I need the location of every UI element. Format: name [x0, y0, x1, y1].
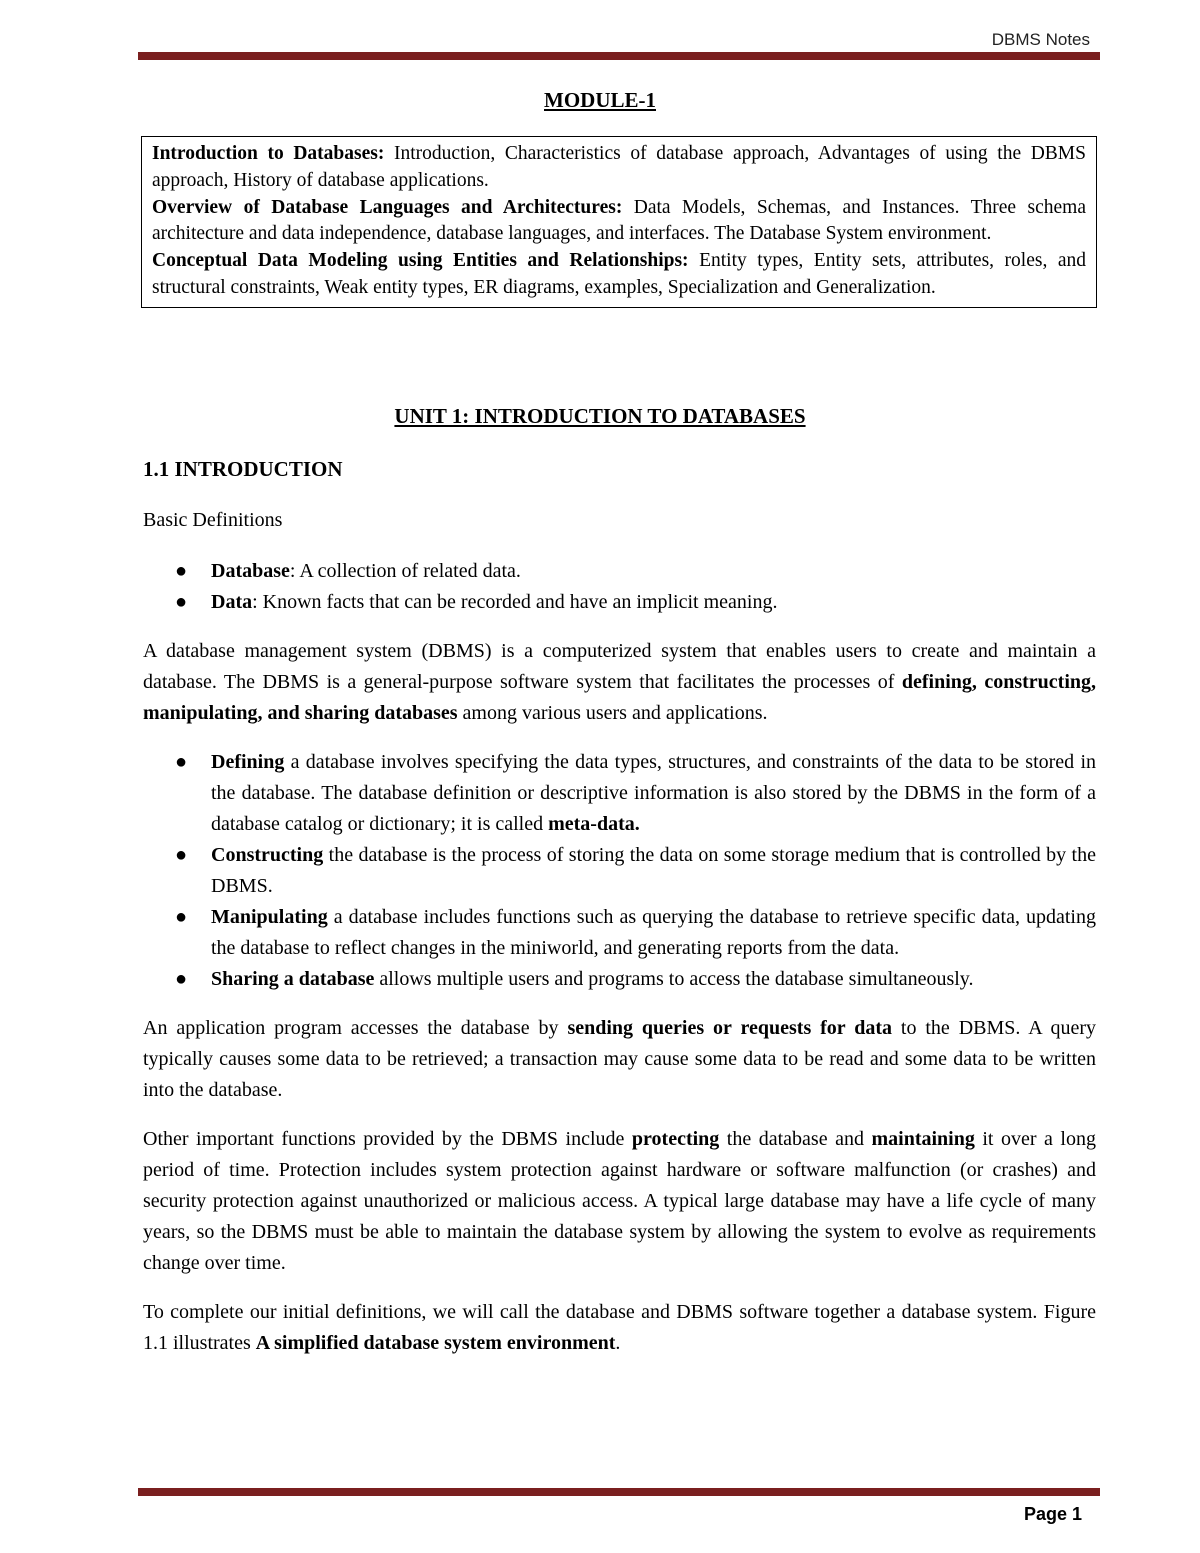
- syllabus-heading: Conceptual Data Modeling using Entities and Relationships:: [152, 250, 689, 272]
- paragraph-text: An application program accesses the database by: [143, 1017, 568, 1039]
- list-item: [175, 964, 1096, 995]
- bullet-icon: ●: [175, 906, 188, 928]
- syllabus-text: Introduction, Characteristics of database approach, Advantages of using the DBMS approach, History of database applications.: [152, 143, 1086, 191]
- syllabus-box: [141, 136, 1097, 308]
- list-item: [175, 840, 1096, 902]
- paragraph-bold: maintaining: [871, 1128, 975, 1150]
- paragraph-dbms: [143, 636, 1096, 729]
- process-text: a database includes functions such as querying the database to retrieve specific data, updating the database to reflect changes in the miniworld, and generating reports from the data.: [211, 906, 1096, 959]
- paragraph-text: the database and: [719, 1128, 872, 1150]
- paragraph-application: [143, 1013, 1096, 1106]
- paragraph-bold: A simplified database system environment: [255, 1332, 616, 1354]
- syllabus-text: Data Models, Schemas, and Instances. Three schema architecture and data independence, database languages, and interfaces. The Database System environment.: [152, 196, 1086, 245]
- paragraph-bold: sending queries or requests for data: [567, 1017, 892, 1039]
- process-term: Sharing a database: [211, 968, 375, 990]
- paragraph-text: to the DBMS. A query typically causes some data to be retrieved; a transaction may cause some data to be read and some data to be written into the database.: [143, 1017, 1096, 1101]
- process-text: a database involves specifying the data types, structures, and constraints of the data to be stored in the database. The database definition or descriptive information is also stored by the DBMS in the form of a database catalog or dictionary; it is called: [211, 751, 1096, 835]
- definitions-list: [143, 556, 1096, 618]
- paragraph-text: Other important functions provided by the DBMS include: [143, 1128, 632, 1150]
- basic-definitions-label: Basic Definitions: [143, 509, 283, 531]
- paragraph-text: A database management system (DBMS) is a computerized system that enables users to create and maintain a database. The DBMS is a general-purpose software system that facilitates the processes of: [143, 640, 1096, 693]
- definition-text: : A collection of related data.: [289, 560, 521, 582]
- definition-term: Data: [211, 591, 253, 613]
- list-item: [175, 747, 1096, 840]
- process-term: Defining: [211, 751, 285, 773]
- header-rule: [138, 52, 1100, 60]
- paragraph-text: To complete our initial definitions, we will call the database and DBMS software together a database system. Figure 1.1 illustrates: [143, 1301, 1096, 1354]
- bullet-icon: ●: [175, 968, 188, 990]
- bullet-icon: ●: [175, 844, 188, 866]
- paragraph-text: it over a long period of time. Protection includes system protection against hardware or software malfunction (or crashes) and security protection against unauthorized or malicious access. A typical large database may have a life cycle of many years, so the DBMS must be able to maintain the database system by allowing the system to evolve as requirements change over time.: [143, 1128, 1096, 1274]
- paragraph-text: .: [615, 1332, 621, 1354]
- unit-title: UNIT 1: INTRODUCTION TO DATABASES: [394, 404, 806, 428]
- bullet-icon: ●: [175, 591, 188, 613]
- page-content: [143, 454, 1096, 1377]
- footer-rule: [138, 1488, 1100, 1496]
- processes-list: [143, 747, 1096, 995]
- process-text: allows multiple users and programs to access the database simultaneously.: [374, 968, 974, 990]
- section-heading: 1.1 INTRODUCTION: [143, 457, 343, 481]
- bullet-icon: ●: [175, 560, 188, 582]
- page-number: Page 1: [1023, 1504, 1082, 1524]
- paragraph-text: among various users and applications.: [457, 702, 768, 724]
- running-header-title: DBMS Notes: [991, 30, 1090, 49]
- module-title: MODULE-1: [544, 88, 656, 112]
- syllabus-item: [152, 195, 1086, 249]
- process-term: Constructing: [211, 844, 324, 866]
- syllabus-item: [152, 141, 1086, 195]
- syllabus-heading: Overview of Database Languages and Architectures:: [152, 196, 623, 218]
- syllabus-heading: Introduction to Databases:: [152, 143, 385, 164]
- definition-term: Database: [211, 560, 290, 582]
- syllabus-item: [152, 248, 1086, 302]
- process-term: Manipulating: [211, 906, 328, 928]
- process-bold-tail: meta-data.: [548, 813, 640, 835]
- list-item: [175, 587, 1096, 618]
- paragraph-bold: protecting: [631, 1128, 720, 1150]
- definition-text: : Known facts that can be recorded and have an implicit meaning.: [252, 591, 778, 613]
- list-item: [175, 556, 1096, 587]
- bullet-icon: ●: [175, 751, 188, 773]
- process-text: the database is the process of storing the data on some storage medium that is controlled by the DBMS.: [211, 844, 1096, 897]
- paragraph-bold: defining, constructing, manipulating, and sharing databases: [143, 671, 1096, 724]
- list-item: [175, 902, 1096, 964]
- paragraph-system: [143, 1297, 1096, 1359]
- paragraph-functions: [143, 1124, 1096, 1279]
- syllabus-text: Entity types, Entity sets, attributes, roles, and structural constraints, Weak entity types, ER diagrams, examples, Specialization and Generalization.: [152, 250, 1086, 298]
